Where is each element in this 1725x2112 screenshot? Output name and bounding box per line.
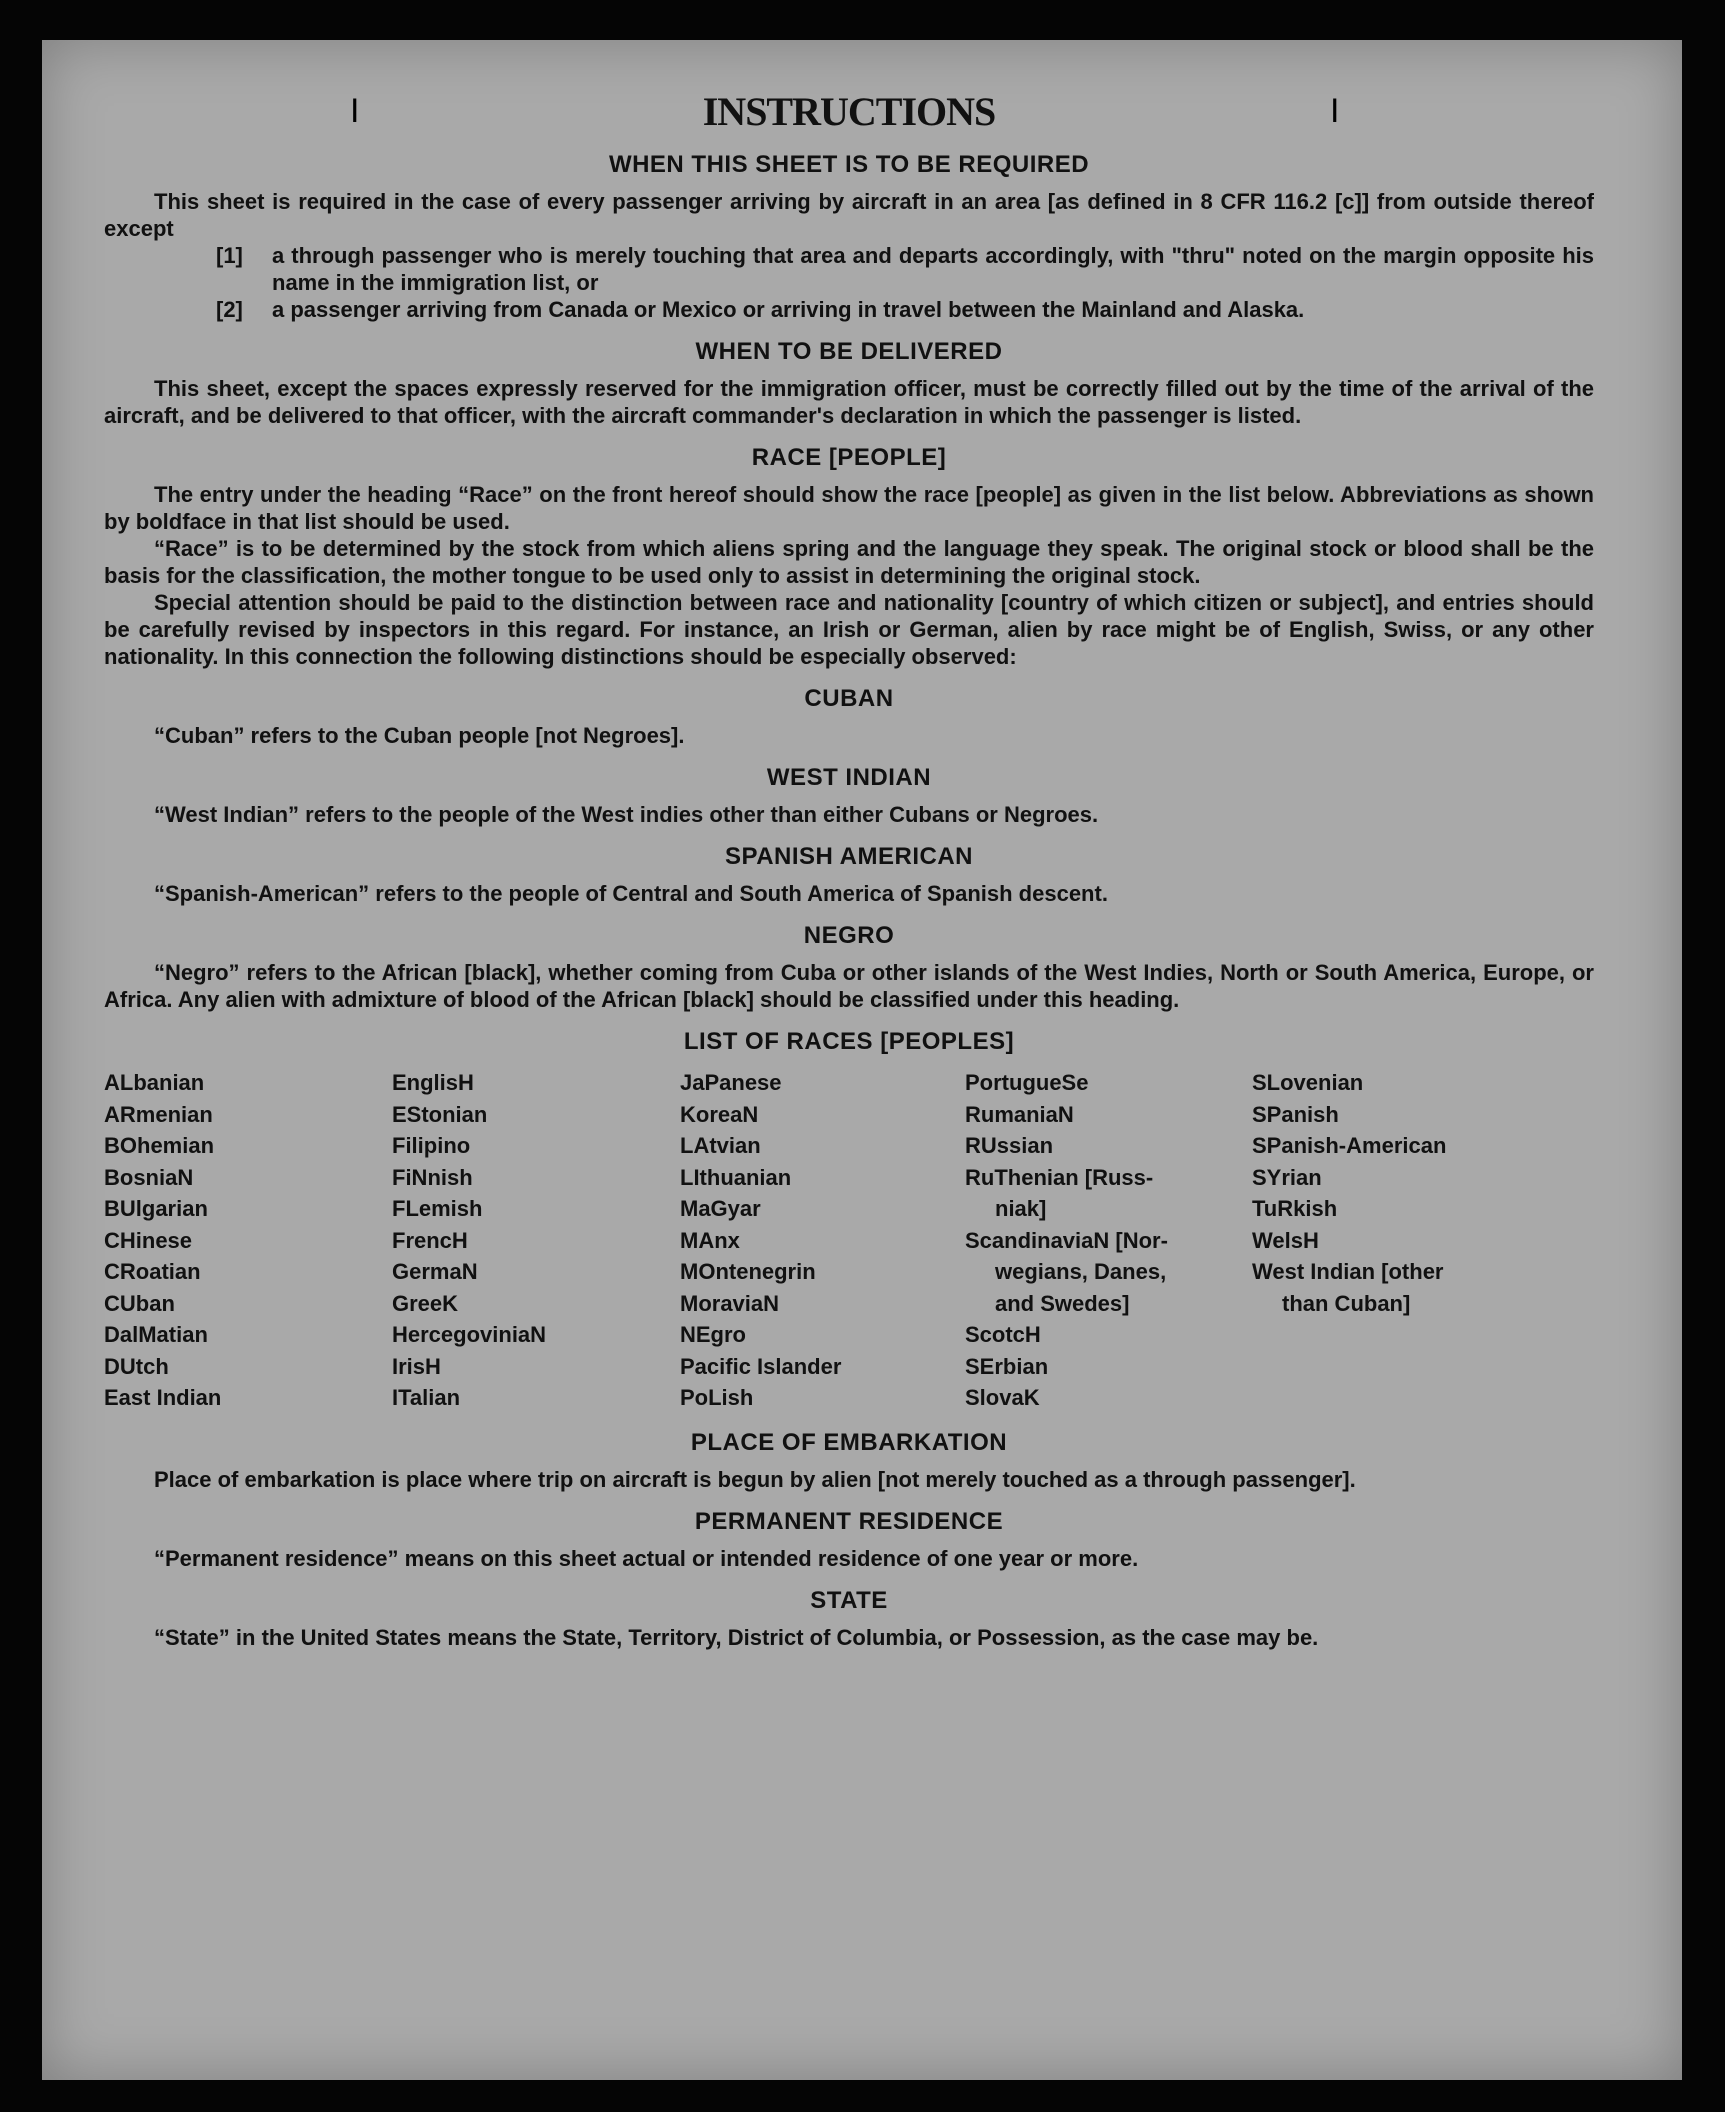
race-entry: EnglisH xyxy=(392,1070,474,1095)
race-entry: MOntenegrin xyxy=(680,1259,816,1284)
heading-state: STATE xyxy=(810,1586,888,1614)
race-entry: MoraviaN xyxy=(680,1290,780,1316)
heading-embarkation: PLACE OF EMBARKATION xyxy=(690,1428,1008,1456)
race-entry: PortugueSe xyxy=(965,1070,1089,1095)
page-mark-right: I xyxy=(1330,92,1340,130)
race-entry: CRoatian xyxy=(104,1259,201,1284)
race-entry: LIthuanian xyxy=(680,1164,792,1190)
race-entry: HercegoviniaN xyxy=(392,1322,547,1347)
race-entry: ARmenian xyxy=(104,1101,213,1127)
heading-negro: NEGRO xyxy=(803,922,895,949)
item-text: a passenger arriving from Canada or Mexico or arriving in travel between the Mainland and Alaska. xyxy=(272,297,1305,322)
race-entry: RUssian xyxy=(965,1133,1054,1158)
race-entry: FiNnish xyxy=(392,1164,473,1190)
heading-list-of-races: LIST OF RACES [PEOPLES] xyxy=(683,1028,1015,1055)
race-entry: BosniaN xyxy=(104,1164,194,1190)
race-entry: WelsH xyxy=(1252,1227,1319,1253)
race-entry: BUlgarian xyxy=(104,1196,208,1221)
heading-cuban: CUBAN xyxy=(804,685,894,712)
required-item xyxy=(104,242,1594,296)
negro-text: “Negro” refers to the African [black], whether coming from Cuba or other islands of the West Indies, North or South America, Europe, or Africa. Any alien with admixture of blood of the African [black] should be classified under this heading. xyxy=(104,960,1594,1012)
page-mark-left: I xyxy=(350,92,360,130)
race-entry: Filipino xyxy=(392,1133,471,1158)
permanent-residence-text: “Permanent residence” means on this sheet actual or intended residence of one year or more. xyxy=(154,1545,1139,1571)
race-entry: SlovaK xyxy=(965,1385,1040,1410)
race-entry: SYrian xyxy=(1252,1164,1322,1190)
race-paragraph-1: The entry under the heading “Race” on the front hereof should show the race [people] as given in the list below. Abbreviations as shown by boldface in that list should be used. xyxy=(104,482,1594,534)
race-entry: PoLish xyxy=(680,1385,754,1410)
race-entry: DUtch xyxy=(104,1353,169,1379)
race-entry: RumaniaN xyxy=(965,1101,1074,1127)
races-column-3 xyxy=(680,1067,965,1414)
races-column-4 xyxy=(965,1067,1252,1414)
race-entry: DalMatian xyxy=(104,1322,208,1347)
race-entry: SPanish xyxy=(1252,1101,1339,1127)
race-entry: wegians, Danes, xyxy=(995,1259,1167,1284)
race-entry: ScotcH xyxy=(965,1322,1041,1347)
races-column-2 xyxy=(392,1067,680,1414)
race-entry: SErbian xyxy=(965,1353,1049,1379)
race-entry: SPanish-American xyxy=(1252,1133,1447,1158)
spanish-american-text: “Spanish-American” refers to the people of Central and South America of Spanish descent. xyxy=(154,881,1108,906)
race-paragraph-3: Special attention should be paid to the distinction between race and nationality [country of which citizen or subject], and entries should be carefully revised by inspectors in this regard. For instance, an Irish or German, alien by race might be of English, Swiss, or any other nationality. In this connection the following distinctions should be especially observed: xyxy=(104,590,1594,669)
heading-west-indian: WEST INDIAN xyxy=(766,764,932,791)
item-text: a through passenger who is merely touching that area and departs accordingly, with "thru" noted on the margin opposite his name in the immigration list, or xyxy=(272,243,1594,295)
race-entry: LAtvian xyxy=(680,1133,761,1158)
document-content xyxy=(104,88,1594,1651)
race-entry: ALbanian xyxy=(104,1070,205,1095)
item-number: [1] xyxy=(216,243,243,268)
race-entry: EStonian xyxy=(392,1101,488,1127)
races-column-5 xyxy=(1252,1067,1552,1414)
race-entry: BOhemian xyxy=(104,1133,215,1158)
heading-spanish-american: SPANISH AMERICAN xyxy=(724,843,973,870)
heading-delivered: WHEN TO BE DELIVERED xyxy=(695,338,1003,365)
races-column-1 xyxy=(104,1067,392,1414)
delivered-text: This sheet, except the spaces expressly reserved for the immigration officer, must be correctly filled out by the time of the arrival of the aircraft, and be delivered to that officer, with the aircraft commander's declaration in which the passenger is listed. xyxy=(104,376,1594,428)
races-list xyxy=(104,1067,1594,1414)
race-entry: ITalian xyxy=(392,1385,461,1410)
race-entry: GreeK xyxy=(392,1290,459,1316)
race-entry: CUban xyxy=(104,1290,175,1316)
west-indian-text: “West Indian” refers to the people of the West indies other than either Cubans or Negroes. xyxy=(154,802,1099,827)
race-entry: than Cuban] xyxy=(1282,1290,1411,1316)
race-entry: FrencH xyxy=(392,1227,468,1253)
race-entry: niak] xyxy=(995,1196,1047,1221)
required-item xyxy=(104,296,1594,323)
race-entry: MaGyar xyxy=(680,1196,761,1221)
race-entry: TuRkish xyxy=(1252,1196,1338,1221)
heading-permanent-residence: PERMANENT RESIDENCE xyxy=(694,1507,1004,1535)
race-entry: FLemish xyxy=(392,1196,483,1221)
race-entry: GermaN xyxy=(392,1259,478,1284)
race-entry: and Swedes] xyxy=(995,1290,1130,1316)
race-entry: MAnx xyxy=(680,1227,740,1253)
race-entry: JaPanese xyxy=(680,1070,782,1095)
race-paragraph-2: “Race” is to be determined by the stock from which aliens spring and the language they speak. The original stock or blood shall be the basis for the classification, the mother tongue to be used only to assist in determining the original stock. xyxy=(104,536,1594,588)
state-text: “State” in the United States means the State, Territory, District of Columbia, or Possession, as the case may be. xyxy=(154,1624,1319,1650)
race-entry: SLovenian xyxy=(1252,1070,1364,1095)
race-entry: CHinese xyxy=(104,1227,193,1253)
heading-required: WHEN THIS SHEET IS TO BE REQUIRED xyxy=(608,151,1090,178)
embarkation-text: Place of embarkation is place where trip on aircraft is begun by alien [not merely touched as a through passenger]. xyxy=(154,1466,1356,1492)
race-entry: West Indian [other xyxy=(1252,1259,1444,1284)
race-entry: NEgro xyxy=(680,1322,746,1347)
race-entry: Pacific Islander xyxy=(680,1353,842,1379)
heading-race: RACE [PEOPLE] xyxy=(751,444,947,471)
race-entry: RuThenian [Russ- xyxy=(965,1164,1154,1190)
race-entry: ScandinaviaN [Nor- xyxy=(965,1227,1168,1253)
race-entry: East Indian xyxy=(104,1385,222,1410)
race-entry: KoreaN xyxy=(680,1101,759,1127)
required-intro: This sheet is required in the case of every passenger arriving by aircraft in an area [as defined in 8 CFR 116.2 [c]] from outside thereof except xyxy=(104,189,1594,241)
item-number: [2] xyxy=(216,297,243,322)
race-entry: IrisH xyxy=(392,1353,441,1379)
page-title: INSTRUCTIONS xyxy=(702,89,996,134)
cuban-text: “Cuban” refers to the Cuban people [not Negroes]. xyxy=(154,723,685,748)
